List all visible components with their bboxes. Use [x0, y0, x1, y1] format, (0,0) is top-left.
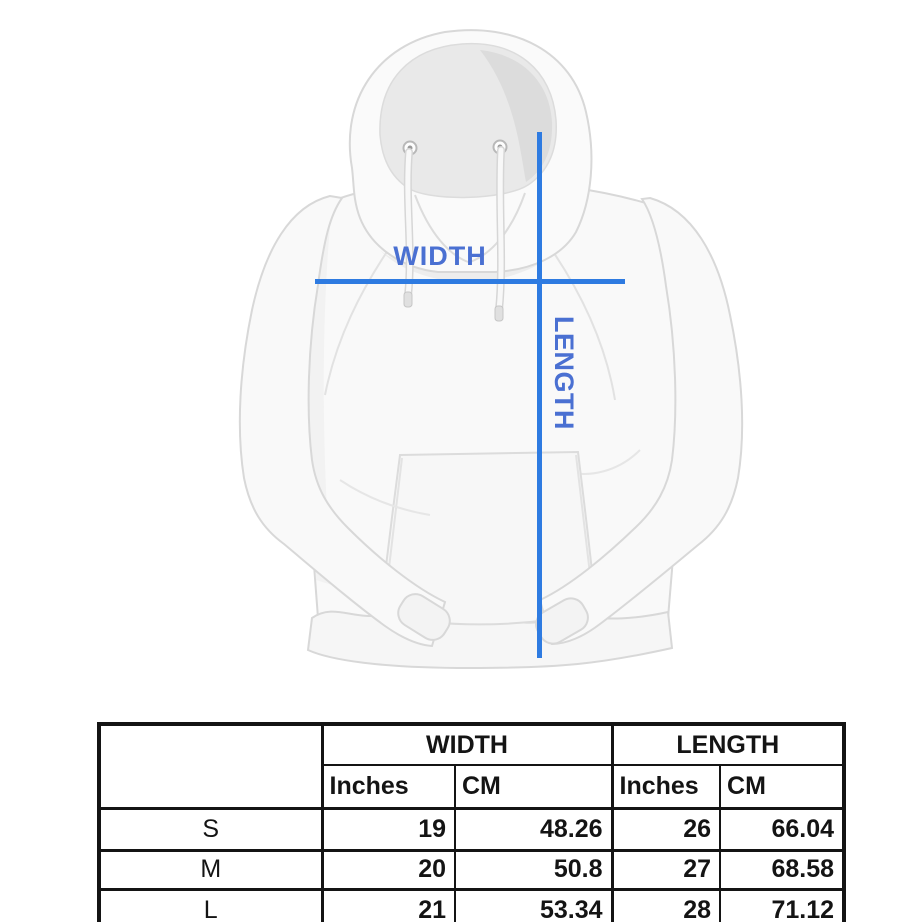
table-row-l — [99, 889, 844, 922]
hoodie-hood — [350, 30, 592, 272]
width-cm-value: 48.26 — [455, 808, 612, 850]
length-measure-line — [537, 132, 542, 658]
length-cm-value: 68.58 — [720, 850, 844, 889]
length-cm-header: CM — [720, 765, 844, 808]
length-cm-value: 71.12 — [720, 889, 844, 922]
width-measure-label: WIDTH — [393, 241, 487, 271]
length-cm-value: 66.04 — [720, 808, 844, 850]
size-chart-table — [97, 722, 846, 922]
width-cm-header: CM — [455, 765, 612, 808]
size-label: M — [99, 850, 322, 889]
table-row-m — [99, 850, 844, 889]
length-inches-header: Inches — [612, 765, 720, 808]
size-label: L — [99, 889, 322, 922]
length-inches-value: 27 — [612, 850, 720, 889]
table-row-s — [99, 808, 844, 850]
width-cm-value: 53.34 — [455, 889, 612, 922]
length-measure-label: LENGTH — [549, 316, 579, 430]
length-inches-value: 26 — [612, 808, 720, 850]
width-inches-value: 20 — [322, 850, 455, 889]
width-group-header: WIDTH — [322, 724, 612, 765]
size-label: S — [99, 808, 322, 850]
width-measure-line — [315, 279, 625, 284]
width-cm-value: 50.8 — [455, 850, 612, 889]
corner-cell — [99, 724, 322, 808]
length-inches-value: 28 — [612, 889, 720, 922]
length-group-header: LENGTH — [612, 724, 844, 765]
width-inches-value: 19 — [322, 808, 455, 850]
width-inches-header: Inches — [322, 765, 455, 808]
width-inches-value: 21 — [322, 889, 455, 922]
